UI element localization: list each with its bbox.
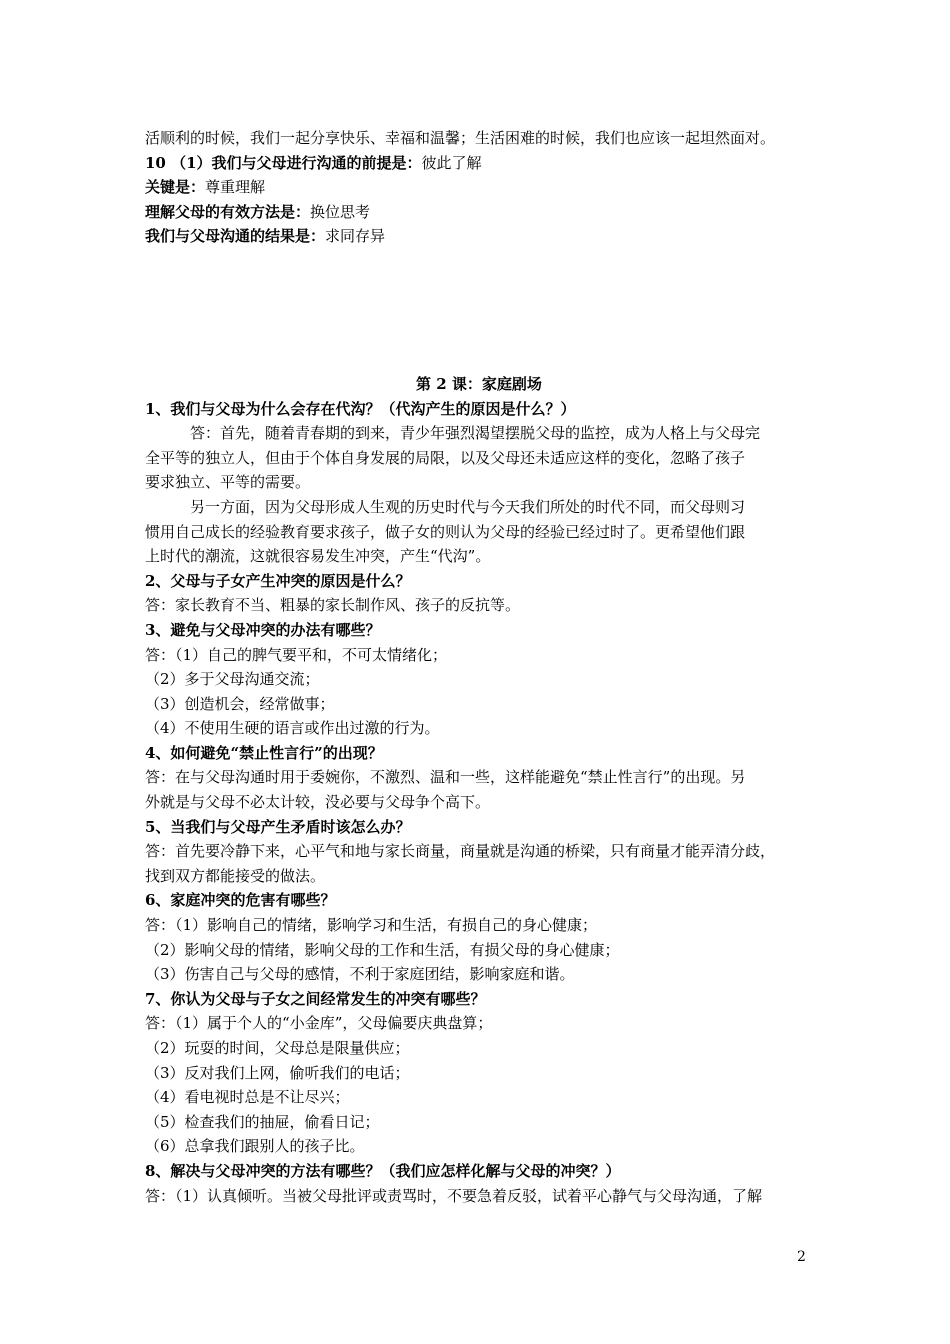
answer-line: （3）反对我们上网，偷听我们的电话； — [145, 1063, 410, 1082]
answer-line: 找到双方都能接受的做法。 — [145, 866, 326, 885]
item-label: 我们与父母沟通的结果是： — [145, 227, 326, 246]
question-title: 3、避免与父母冲突的办法有哪些？ — [145, 620, 381, 639]
answer-line: （2）多于父母沟通交流； — [145, 670, 320, 689]
answer-line: （4）看电视时总是不让尽兴； — [145, 1088, 350, 1107]
answer-line: 答：（1）自己的脾气要平和，不可太情绪化； — [145, 645, 448, 664]
answer-line: 答：首先要冷静下来，心平气和地与家长商量，商量就是沟通的桥梁，只有商量才能弄清分歧， — [145, 842, 776, 861]
item-value: 求同存异 — [325, 227, 386, 246]
answer-line: 另一方面，因为父母形成人生观的历史时代与今天我们所处的时代不同，而父母则习 — [190, 497, 746, 516]
item-value: 换位思考 — [310, 202, 371, 221]
answer-line: 全平等的独立人，但由于个体自身发展的局限，以及父母还未适应这样的变化，忽略了孩子 — [145, 448, 746, 467]
item-value: 彼此了解 — [421, 153, 482, 172]
page-number: 2 — [797, 1249, 806, 1265]
answer-line: 答：家长教育不当、粗暴的家长制作风、孩子的反抗等。 — [145, 596, 521, 615]
question-title: 8、解决与父母冲突的方法有哪些？（我们应怎样化解与父母的冲突？） — [145, 1161, 621, 1180]
answer-line: 答：（1）影响自己的情绪，影响学习和生活，有损自己的身心健康； — [145, 916, 598, 935]
question-title: 1、我们与父母为什么会存在代沟？（代沟产生的原因是什么？） — [145, 399, 576, 418]
question-title: 6、家庭冲突的危害有哪些？ — [145, 891, 336, 910]
answer-line: 惯用自己成长的经验教育要求孩子，做子女的则认为父母的经验已经过时了。更希望他们跟 — [145, 522, 746, 541]
question-title: 5、当我们与父母产生矛盾时该怎么办？ — [145, 817, 411, 836]
item10-premise — [145, 151, 813, 176]
lesson-title: 第 2 课：家庭剧场 — [416, 374, 542, 393]
answer-line: （3）伤害自己与父母的感情，不利于家庭团结，影响家庭和谐。 — [145, 965, 575, 984]
item-label: 理解父母的有效方法是： — [145, 202, 311, 221]
answer-line: 答：在与父母沟通时用于委婉你，不激烈、温和一些，这样能避免“禁止性言行”的出现。另 — [145, 768, 746, 787]
item10-key — [145, 175, 813, 200]
answer-line: 要求独立、平等的需要。 — [145, 473, 311, 492]
answer-line: （2）玩耍的时间，父母总是限量供应； — [145, 1039, 410, 1057]
answer-line: （2）影响父母的情绪，影响父母的工作和生活，有损父母的身心健康； — [145, 940, 620, 959]
answer-line: 答：首先，随着青春期的到来，青少年强烈渴望摆脱父母的监控，成为人格上与父母完 — [190, 424, 761, 443]
intro-line: 活顺利的时候，我们一起分享快乐、幸福和温馨；生活困难的时候，我们也应该一起坦然面对。 — [145, 129, 776, 147]
answer-line: （3）创造机会，经常做事； — [145, 694, 335, 713]
answer-line: （4）不使用生硬的语言或作出过激的行为。 — [145, 719, 440, 738]
answer-line: （6）总拿我们跟别人的孩子比。 — [145, 1137, 365, 1156]
item-value: 尊重理解 — [205, 178, 266, 197]
question-title: 2、父母与子女产生冲突的原因是什么？ — [145, 571, 411, 590]
answer-line: 答：（1）认真倾听。当被父母批评或责骂时，不要急着反驳，试着平心静气与父母沟通，了解 — [145, 1186, 763, 1205]
item10-method — [145, 200, 813, 225]
question-title: 4、如何避免“禁止性言行”的出现？ — [145, 743, 383, 762]
answer-line: 答：（1）属于个人的“小金库”，父母偏要庆典盘算； — [145, 1014, 493, 1033]
answer-line: 外就是与父母不必太计较，没必要与父母争个高下。 — [145, 793, 491, 812]
item10-result — [145, 224, 813, 249]
item-label: 关键是： — [145, 178, 206, 197]
question-title: 7、你认为父母与子女之间经常发生的冲突有哪些？ — [145, 989, 486, 1008]
spacer — [145, 249, 813, 372]
document-body — [145, 126, 813, 1208]
item-label: 10 （1）我们与父母进行沟通的前提是： — [145, 153, 422, 172]
answer-line: 上时代的潮流，这就很容易发生冲突，产生“代沟”。 — [145, 547, 491, 566]
answer-line: （5）检查我们的抽屉，偷看日记； — [145, 1112, 380, 1131]
